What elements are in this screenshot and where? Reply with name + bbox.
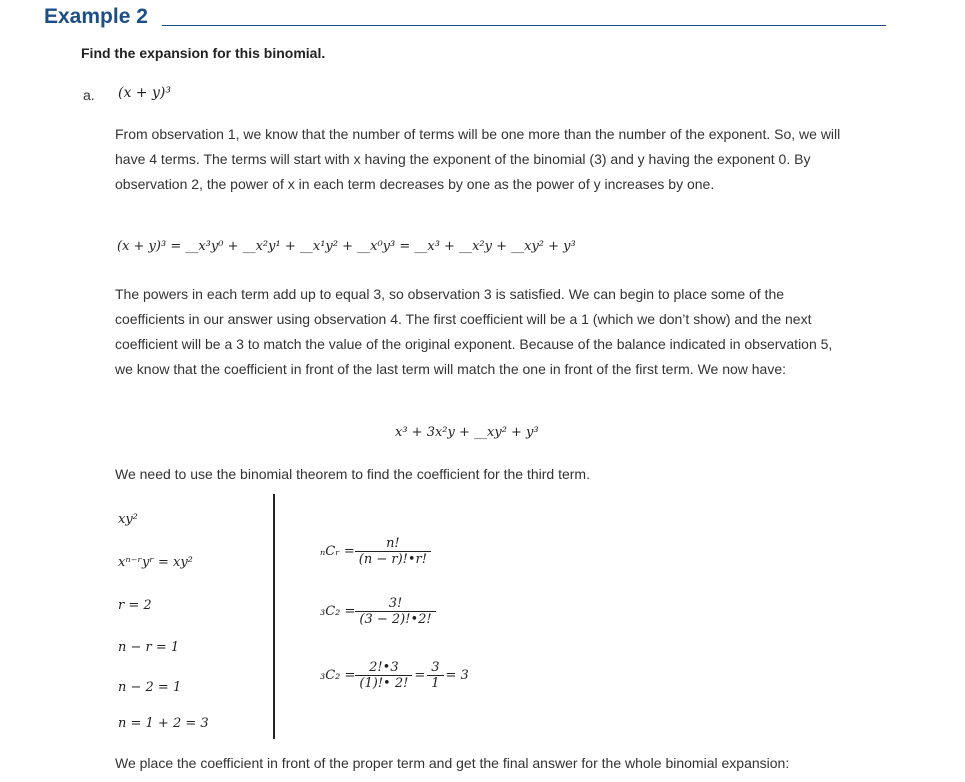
instruction-text: Find the expansion for this binomial. bbox=[81, 45, 326, 61]
fraction-numerator: 3 bbox=[431, 660, 440, 675]
combination-result bbox=[320, 660, 469, 691]
title-row bbox=[44, 2, 886, 28]
left-step: r = 2 bbox=[118, 598, 152, 613]
combination-substitution bbox=[320, 596, 436, 627]
fraction-numerator: 2!•3 bbox=[369, 660, 399, 675]
fraction-denominator: (3 − 2)!•2! bbox=[355, 611, 435, 627]
formula-lhs: ₃C₂ = bbox=[320, 604, 356, 619]
fraction-numerator: n! bbox=[386, 536, 400, 551]
formula-fraction bbox=[355, 536, 431, 567]
paragraph-binomial-theorem: We need to use the binomial theorem to find the coefficient for the third term. bbox=[115, 466, 590, 482]
left-step: n − r = 1 bbox=[118, 640, 180, 655]
left-step: xⁿ⁻ʳyʳ = xy² bbox=[118, 555, 193, 570]
column-divider bbox=[273, 494, 275, 739]
formula-fraction bbox=[355, 596, 435, 627]
page-title: Example 2 bbox=[44, 5, 148, 28]
left-step: n = 1 + 2 = 3 bbox=[118, 716, 209, 731]
fraction-denominator: (1)!• 2! bbox=[355, 675, 412, 691]
paragraph-coefficients: The powers in each term add up to equal 3, so observation 3 is satisfied. We can begin to place some of the coefficients in our answer using observation 4. The first coefficient will be a 1 (which we don’t show) and the next coefficient will be a 3 to match the value of the original exponent. Because of the balance indicated in observation 5, we know that the coefficient in front of the last term will match the one in front of the first term. We now have: bbox=[115, 286, 833, 377]
left-step: n − 2 = 1 bbox=[118, 680, 182, 695]
simplified-fraction bbox=[427, 660, 443, 691]
formula-lhs: ₙCᵣ = bbox=[320, 544, 355, 559]
combination-formula bbox=[320, 536, 431, 567]
title-underline bbox=[162, 25, 886, 26]
equals-sign: = bbox=[414, 668, 426, 683]
fraction-denominator: (n − r)!•r! bbox=[355, 551, 431, 567]
fraction-denominator: 1 bbox=[427, 675, 443, 691]
paragraph-observations: From observation 1, we know that the number of terms will be one more than the number of the exponent. So, we will have 4 terms. The terms will start with x having the exponent of the binomial (3) and y having the exponent 0. By observation 2, the power of x in each term decreases by one as the power of y increases by one. bbox=[115, 126, 841, 192]
problem-expression: (x + y)³ bbox=[118, 85, 171, 101]
problem-label: a. bbox=[83, 87, 95, 103]
template-equation: (x + y)³ = __x³y⁰ + __x²y¹ + __x¹y² + __x⁰y³ = __x³ + __x²y + __xy² + y³ bbox=[117, 239, 576, 254]
formula-fraction bbox=[355, 660, 412, 691]
left-step: xy² bbox=[118, 512, 138, 527]
paragraph-final: We place the coefficient in front of the proper term and get the final answer for the whole binomial expansion: bbox=[115, 755, 790, 771]
partial-result-equation: x³ + 3x²y + __xy² + y³ bbox=[395, 425, 539, 440]
fraction-numerator: 3! bbox=[388, 596, 403, 611]
formula-lhs: ₃C₂ = bbox=[320, 668, 356, 683]
final-coefficient: = 3 bbox=[445, 668, 469, 683]
